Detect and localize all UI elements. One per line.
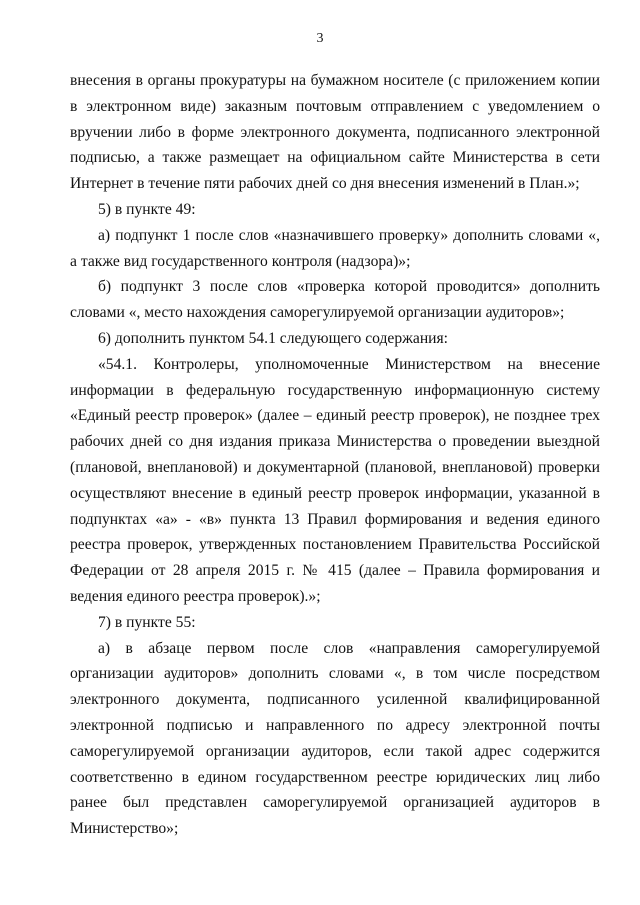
- paragraph-item-5: 5) в пункте 49:: [98, 200, 196, 218]
- paragraph-clause-54-1: «54.1. Контролеры, уполномоченные Министерством на внесение информации в федеральную государственную информационную систему «Единый реестр проверок» (далее – единый реестр проверок), не позднее трех рабочих дней со дня издания приказа Министерства о проведении выездной (плановой, внеплановой) и документарной (плановой, внеплановой) проверки осуществляют внесение в единый реестр проверок информации, указанной в подпунктах «а» - «в» пункта 13 Правил формирования и ведения единого реестра проверок, утвержденных постановлением Правительства Российской Федерации от 28 апреля 2015 г. № 415 (далее – Правила формирования и ведения единого реестра проверок).»;: [70, 355, 600, 605]
- paragraph-continuation: внесения в органы прокуратуры на бумажном носителе (с приложением копии в электронном виде) заказным почтовым отправлением с уведомлением о вручении либо в форме электронного документа, подписанного электронной подписью, а также размещает на официальном сайте Министерства в сети Интернет в течение пяти рабочих дней со дня внесения изменений в План.»;: [70, 72, 600, 193]
- paragraph-subitem-b: б) подпункт 3 после слов «проверка которой проводится» дополнить словами «, место нахождения саморегулируемой организации аудиторов»;: [70, 278, 600, 322]
- paragraph-item-6: 6) дополнить пунктом 54.1 следующего содержания:: [98, 329, 449, 347]
- paragraph-subitem-a-55: а) в абзаце первом после слов «направления саморегулируемой организации аудиторов» дополнить словами «, в том числе посредством электронного документа, подписанного усиленной квалифицированной электронной подписью и направленного по адресу электронной почты саморегулируемой организации аудиторов, если такой адрес содержится соответственно в едином государственном реестре юридических лиц либо ранее был представлен саморегулируемой организацией аудиторов в Министерство»;: [70, 639, 600, 838]
- paragraph-item-7: 7) в пункте 55:: [98, 613, 196, 631]
- document-body: [70, 68, 600, 842]
- paragraph-subitem-a: а) подпункт 1 после слов «назначившего проверку» дополнить словами «, а также вид государственного контроля (надзора)»;: [70, 226, 600, 270]
- page-number: 3: [316, 31, 324, 46]
